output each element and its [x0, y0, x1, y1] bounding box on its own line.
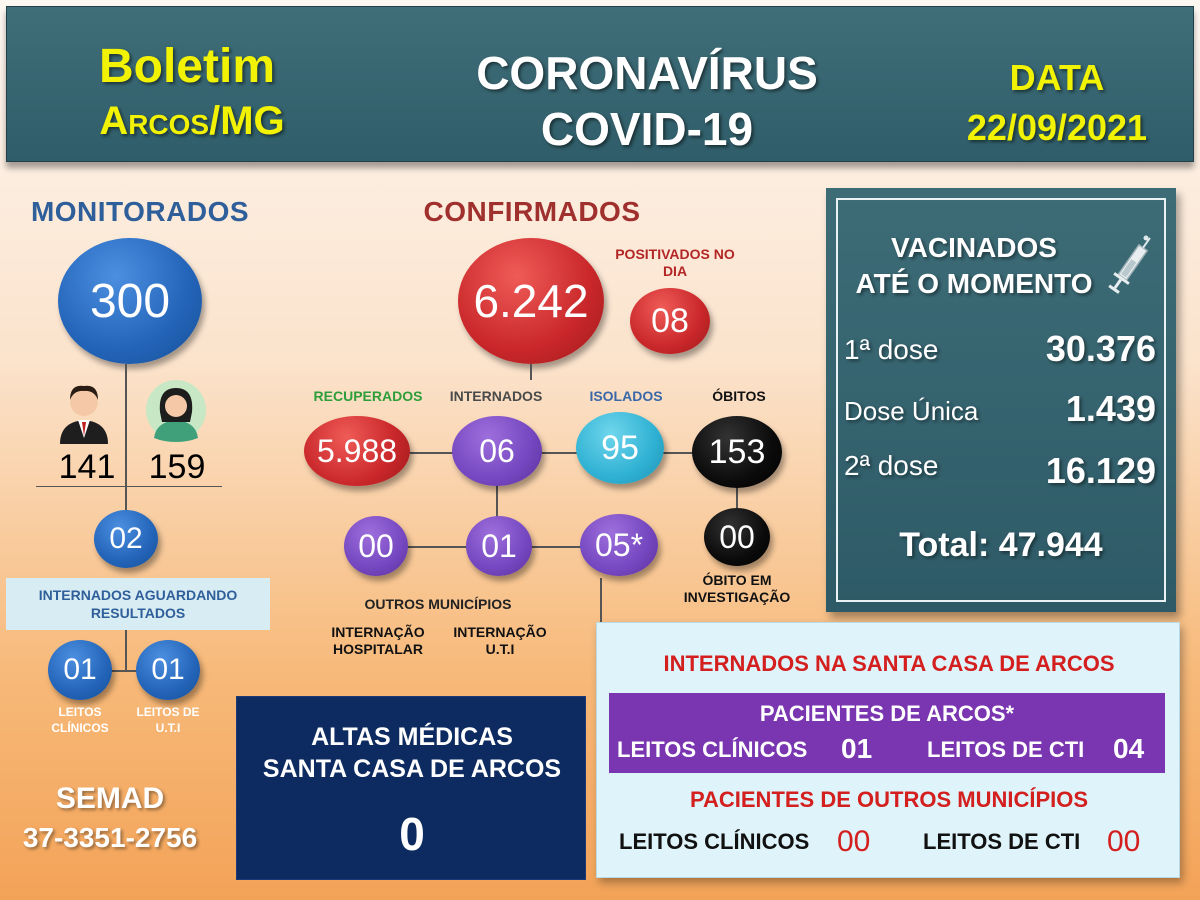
obitos-label: ÓBITOS: [712, 388, 766, 404]
altas-line2: SANTA CASA DE ARCOS: [262, 755, 562, 783]
aguardando-label: INTERNADOS AGUARDANDO RESULTADOS: [38, 587, 238, 621]
monitorados-title: MONITORADOS: [30, 196, 250, 227]
obito-investigacao-circle: [704, 508, 770, 566]
altas-panel: [236, 696, 586, 880]
dose1-label: 1ª dose: [844, 334, 939, 365]
outros-clinicos-label: LEITOS CLÍNICOS: [619, 829, 810, 854]
men-count: 141: [58, 448, 116, 486]
monitorados-total-circle: [58, 238, 202, 364]
connector-line: [125, 630, 127, 670]
internacao-hospitalar-value: 05*: [594, 526, 644, 563]
obitos-circle: [692, 416, 782, 488]
aguardando-label-box: [6, 578, 270, 630]
outros-clinicos-value: 00: [837, 825, 871, 858]
dose2-label: 2ª dose: [844, 450, 939, 481]
confirmados-total: 6.242: [473, 275, 589, 327]
santa-casa-title: INTERNADOS NA SANTA CASA DE ARCOS: [663, 651, 1115, 676]
confirmados-title: CONFIRMADOS: [423, 196, 641, 227]
semad-phone: 37-3351-2756: [22, 822, 198, 853]
leitos-uti-circle: [136, 640, 200, 700]
isolados-circle: [576, 412, 664, 484]
santa-casa-panel: [596, 622, 1180, 878]
semad-name: SEMAD: [55, 782, 165, 815]
leitos-clinicos-label: LEITOS CLÍNICOS: [51, 705, 109, 735]
aguardando-circle: [94, 510, 158, 568]
header-banner: [6, 6, 1194, 162]
connector-line: [125, 364, 127, 486]
dose1-value: 30.376: [1045, 328, 1156, 369]
outros-cti-value: 00: [1107, 825, 1141, 858]
city-label: Arcos/MG: [99, 99, 285, 143]
recuperados-label: RECUPERADOS: [313, 388, 423, 404]
internacao-uti-value: 01: [481, 527, 517, 564]
arcos-title: PACIENTES DE ARCOS*: [759, 701, 1015, 726]
arcos-patients-bar: [609, 693, 1165, 773]
title-line1: CORONAVÍRUS: [476, 47, 818, 99]
internados-label: INTERNADOS: [449, 388, 543, 404]
outros-title: PACIENTES DE OUTROS MUNICÍPIOS: [689, 787, 1089, 812]
positivados-label: POSITIVADOS NO DIA: [615, 246, 735, 279]
internacao-hospitalar-circle: [580, 514, 658, 576]
arcos-clinicos-value: 01: [841, 733, 873, 764]
internacao-hospitalar-label: INTERNAÇÃO HOSPITALAR: [331, 624, 425, 657]
confirmados-total-circle: [458, 238, 604, 364]
dose-unica-label: Dose Única: [844, 396, 979, 426]
obito-investigacao-label: ÓBITO EM INVESTIGAÇÃO: [683, 572, 791, 605]
dose2-value: 16.129: [1045, 450, 1156, 491]
recuperados-circle: [304, 416, 410, 486]
obito-investigacao-value: 00: [719, 518, 755, 555]
leitos-clinicos-circle: [48, 640, 112, 700]
positivados-circle: [630, 288, 710, 354]
syringe-icon: [1106, 230, 1156, 300]
outros-municipios-value: 00: [358, 527, 394, 564]
aguardando-value: 02: [109, 522, 143, 555]
data-label: DATA: [1009, 57, 1105, 98]
vacinados-total: Total: 47.944: [899, 526, 1103, 564]
altas-line1: ALTAS MÉDICAS: [311, 723, 513, 751]
leitos-uti-value: 01: [151, 653, 185, 686]
man-avatar-icon: [56, 378, 112, 444]
arcos-cti-label: LEITOS DE CTI: [927, 737, 1085, 762]
internados-value: 06: [479, 432, 515, 469]
arcos-clinicos-label: LEITOS CLÍNICOS: [617, 737, 808, 762]
dose-unica-value: 1.439: [1065, 388, 1156, 429]
obitos-value: 153: [708, 432, 766, 471]
boletim-label: Boletim: [98, 40, 275, 93]
isolados-label: ISOLADOS: [589, 388, 663, 404]
divider-line: [36, 486, 222, 487]
vacinados-title1: VACINADOS: [891, 232, 1057, 263]
isolados-value: 95: [601, 428, 639, 467]
outros-municipios-label: OUTROS MUNICÍPIOS: [364, 596, 512, 612]
date-value: 22/09/2021: [966, 107, 1148, 148]
woman-avatar-icon: [146, 378, 206, 442]
connector-line: [530, 364, 532, 380]
outros-cti-label: LEITOS DE CTI: [923, 829, 1081, 854]
leitos-uti-label: LEITOS DE U.T.I: [136, 705, 200, 735]
arcos-cti-value: 04: [1113, 733, 1145, 764]
monitorados-total: 300: [89, 274, 171, 328]
positivados-value: 08: [651, 301, 689, 340]
vacinados-panel: [826, 188, 1176, 612]
women-count: 159: [148, 448, 206, 486]
internacao-uti-label: INTERNAÇÃO U.T.I: [453, 624, 547, 657]
recuperados-value: 5.988: [316, 432, 398, 469]
outros-municipios-circle: [344, 516, 408, 576]
leitos-clinicos-value: 01: [63, 653, 97, 686]
internacao-uti-circle: [466, 516, 532, 576]
internados-circle: [452, 416, 542, 486]
title-line2: COVID-19: [540, 103, 754, 155]
connector-line: [736, 486, 738, 508]
vacinados-title2: ATÉ O MOMENTO: [855, 268, 1093, 299]
altas-value: 0: [399, 808, 425, 860]
